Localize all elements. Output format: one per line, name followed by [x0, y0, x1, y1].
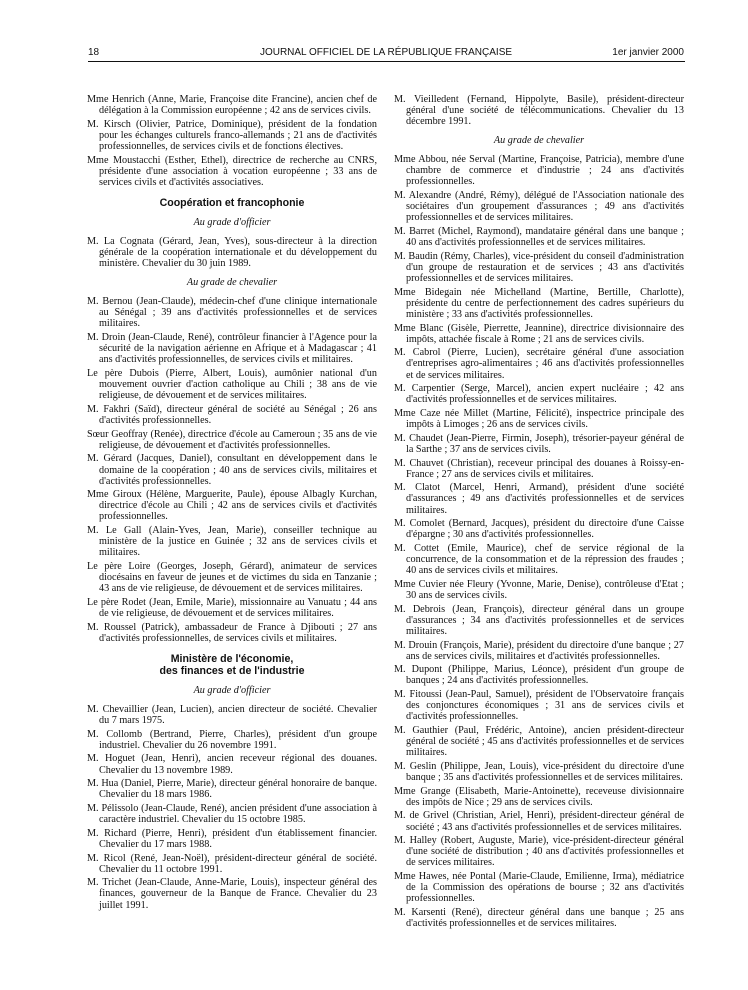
decoration-entry: M. Richard (Pierre, Henri), président d'un établissement financier. Chevalier du 17 mars 1988. [87, 827, 377, 850]
decoration-entry: M. Le Gall (Alain-Yves, Jean, Marie), conseiller technique au ministère de la justice en Guinée ; 32 ans de services civils et militaires. [87, 525, 377, 559]
decoration-entry: M. Hua (Daniel, Pierre, Marie), directeur général honoraire de banque. Chevalier du 18 mars 1986. [87, 778, 377, 801]
right-intro-list [394, 94, 684, 127]
decoration-entry: M. Karsenti (René), directeur général dans une banque ; 25 ans d'activités professionnelles et de services militaires. [394, 906, 684, 930]
decoration-entry: M. Comolet (Bernard, Jacques), président du directoire d'une Caisse d'épargne ; 30 ans d'activités professionnelles. [394, 518, 684, 541]
decoration-entry: M. Chauvet (Christian), receveur principal des douanes à Roissy-en-France ; 27 ans de services civils et militaires. [394, 457, 684, 480]
decoration-entry: M. Trichet (Jean-Claude, Anne-Marie, Louis), inspecteur général des finances, gouverneur de la Banque de France. Chevalier du 23 juillet 1991. [87, 877, 377, 911]
decoration-entry: M. La Cognata (Gérard, Jean, Yves), sous-directeur à la direction générale de la coopération internationale et du développement du ministère. Chevalier du 30 juin 1989. [87, 235, 377, 270]
eco-officier-list [87, 704, 377, 911]
decoration-entry: Le père Loire (Georges, Joseph, Gérard), animateur de services diocésains en faveur de jeunes et de victimes du sida en Tanzanie ; 43 ans de vie religieuse, de dévouement et de services militaires. [87, 561, 377, 595]
decoration-entry: M. Ricol (René, Jean-Noël), président-directeur général de société. Chevalier du 11 octobre 1991. [87, 852, 377, 875]
decoration-entry: M. Chevaillier (Jean, Lucien), ancien directeur de société. Chevalier du 7 mars 1975. [87, 703, 377, 726]
section-title-economie-line1: Ministère de l'économie, [170, 652, 294, 665]
coop-chevalier-list [87, 296, 377, 644]
decoration-entry: M. Alexandre (André, Rémy), délégué de l'Association nationale des sociétaires d'un groupement d'assurances ; 49 ans d'activités professionnelles et de services militaires. [394, 190, 684, 224]
left-intro-list [87, 94, 377, 188]
section-title-economie [87, 653, 377, 677]
decoration-entry: M. Bernou (Jean-Claude), médecin-chef d'une clinique internationale au Sénégal ; 39 ans d'activités professionnelles et de services militaires. [87, 296, 377, 330]
grade-heading-chevalier: Au grade de chevalier [186, 277, 278, 289]
issue-date: 1er janvier 2000 [612, 47, 684, 58]
decoration-entry: M. Kirsch (Olivier, Patrice, Dominique), président de la fondation pour les échanges culturels franco-allemands ; 21 ans de d'activités professionnelles, de services civils et de fonctions électives. [87, 118, 377, 152]
decoration-entry: M. Fitoussi (Jean-Paul, Samuel), président de l'Observatoire français des conjonctures économiques ; 31 ans de services civils et d'activités professionnelles. [394, 689, 684, 723]
decoration-entry: M. Debrois (Jean, François), directeur général dans un groupe d'assurances ; 34 ans d'activités professionnelles et de services militaires. [394, 603, 684, 637]
decoration-entry: Mme Blanc (Gisèle, Pierrette, Jeannine), directrice divisionnaire des impôts, attachée fiscale à Rome ; 21 ans de services civils. [394, 322, 684, 345]
decoration-entry: M. Halley (Robert, Auguste, Marie), vice-président-directeur général d'une société de distribution ; 40 ans d'activités professionnelles et de services militaires. [394, 835, 684, 869]
page-number: 18 [88, 47, 100, 58]
section-title-cooperation: Coopération et francophonie [159, 196, 305, 209]
header-rule [88, 61, 685, 62]
decoration-entry: M. Chaudet (Jean-Pierre, Firmin, Joseph), trésorier-payeur général de la Sarthe ; 37 ans de services civils. [394, 432, 684, 455]
decoration-entry: Le père Dubois (Pierre, Albert, Louis), aumônier national d'un mouvement ouvrier d'action catholique au Chili ; 38 ans de vie religieuse, de dévouement et de services militaires. [87, 367, 377, 402]
decoration-entry: M. de Grivel (Christian, Ariel, Henri), président-directeur général de société ; 43 ans d'activités professionnelles et de services militaires. [394, 810, 684, 833]
decoration-entry: M. Collomb (Bertrand, Pierre, Charles), président d'un groupe industriel. Chevalier du 26 novembre 1991. [87, 728, 377, 751]
decoration-entry: M. Roussel (Patrick), ambassadeur de France à Djibouti ; 27 ans d'activités professionnelles, de services civils et militaires. [87, 621, 377, 644]
decoration-entry: M. Pélissolo (Jean-Claude, René), ancien président d'une association à caractère industriel. Chevalier du 15 octobre 1985. [87, 803, 377, 826]
grade-heading-chevalier: Au grade de chevalier [493, 135, 585, 147]
decoration-entry: Mme Grange (Elisabeth, Marie-Antoinette), receveuse divisionnaire des impôts de Nice ; 29 ans de services civils. [394, 785, 684, 808]
decoration-entry: Mme Henrich (Anne, Marie, Françoise dite Francine), ancien chef de délégation à la Commission européenne ; 42 ans de services civils. [87, 94, 377, 117]
journal-title: JOURNAL OFFICIEL DE LA RÉPUBLIQUE FRANÇAISE [259, 47, 513, 58]
decoration-entry: Mme Bidegain née Michelland (Martine, Bertille, Charlotte), présidente du centre de perfectionnement des cadres supérieurs du ministère ; 33 ans d'activités professionnelles. [394, 286, 684, 320]
decoration-entry: M. Fakhri (Saïd), directeur général de société au Sénégal ; 26 ans d'activités professionnelles. [87, 403, 377, 426]
decoration-entry: M. Cabrol (Pierre, Lucien), secrétaire général d'une association d'entreprises agro-alimentaires ; 46 ans d'activités professionnelles et de services militaires. [394, 347, 684, 381]
decoration-entry: M. Geslin (Philippe, Jean, Louis), vice-président du directoire d'une banque ; 35 ans d'activités professionnelles et de services militaires. [394, 760, 684, 783]
decoration-entry: M. Droin (Jean-Claude, René), contrôleur financier à l'Agence pour la sécurité de la navigation aérienne en Afrique et à Madagascar ; 41 ans d'activités professionnelles, de services civils et militaires. [87, 332, 377, 366]
grade-heading-officier: Au grade d'officier [193, 684, 271, 696]
decoration-entry: M. Gérard (Jacques, Daniel), consultant en développement dans le domaine de la coopération ; 40 ans de services civils, militaires et d'activités professionnelles. [87, 453, 377, 487]
decoration-entry: M. Gauthier (Paul, Frédéric, Antoine), ancien président-directeur général de société ; 45 ans d'activités professionnelles et de services militaires. [394, 724, 684, 759]
decoration-entry: M. Cottet (Emile, Maurice), chef de service régional de la concurrence, de la consommation et de la répression des fraudes ; 40 ans de services civils et militaires. [394, 543, 684, 577]
decoration-entry: M. Vieilledent (Fernand, Hippolyte, Basile), président-directeur général d'une société de télécommunications. Chevalier du 13 décembre 1991. [394, 94, 684, 128]
decoration-entry: M. Baudin (Rémy, Charles), vice-président du conseil d'administration d'un groupe de restauration et de services ; 43 ans d'activités professionnelles et de services militaires. [394, 250, 684, 284]
decoration-entry: Mme Giroux (Hélène, Marguerite, Paule), épouse Albagly Kurchan, directrice d'école au Chili ; 42 ans de services civils et d'activités professionnelles. [87, 489, 377, 523]
decoration-entry: Le père Rodet (Jean, Emile, Marie), missionnaire au Vanuatu ; 44 ans de vie religieuse, de dévouement et de services militaires. [87, 596, 377, 619]
left-column [87, 94, 377, 913]
decoration-entry: Mme Cuvier née Fleury (Yvonne, Marie, Denise), contrôleuse d'Etat ; 30 ans de services civils. [394, 578, 684, 601]
decoration-entry: M. Hoguet (Jean, Henri), ancien receveur régional des douanes. Chevalier du 13 novembre 1989. [87, 753, 377, 776]
right-column [394, 94, 684, 932]
eco-chevalier-list [394, 154, 684, 929]
grade-heading-officier: Au grade d'officier [193, 216, 271, 228]
page-header [88, 45, 684, 61]
decoration-entry: Mme Caze née Millet (Martine, Félicité), inspectrice principale des impôts à Limoges ; 26 ans de services civils. [394, 408, 684, 431]
decoration-entry: Sœur Geoffray (Renée), directrice d'école au Cameroun ; 35 ans de vie religieuse, de dévouement et d'activités professionnelles. [87, 428, 377, 451]
decoration-entry: M. Carpentier (Serge, Marcel), ancien expert nucléaire ; 42 ans d'activités professionnelles et de services militaires. [394, 383, 684, 406]
decoration-entry: M. Clatot (Marcel, Henri, Armand), président d'une société d'assurances ; 49 ans d'activités professionnelles et de services militaires. [394, 482, 684, 516]
section-title-economie-line2: des finances et de l'industrie [159, 664, 305, 677]
coop-officier-list [87, 236, 377, 269]
decoration-entry: M. Barret (Michel, Raymond), mandataire général dans une banque ; 40 ans d'activités professionnelles et de services militaires. [394, 226, 684, 249]
decoration-entry: Mme Moustacchi (Esther, Ethel), directrice de recherche au CNRS, présidente d'une association à vocation européenne ; 33 ans de services civils et d'activités associatives. [87, 154, 377, 188]
decoration-entry: Mme Abbou, née Serval (Martine, Françoise, Patricia), membre d'une chambre de commerce et d'industrie ; 24 ans d'activités professionnelles. [394, 154, 684, 188]
decoration-entry: M. Drouin (François, Marie), président du directoire d'une banque ; 27 ans de services civils, militaires et d'activités professionnelles. [394, 639, 684, 662]
decoration-entry: M. Dupont (Philippe, Marius, Léonce), président d'un groupe de banques ; 24 ans d'activités professionnelles. [394, 664, 684, 687]
decoration-entry: Mme Hawes, née Pontal (Marie-Claude, Emilienne, Irma), médiatrice de la Commission des opérations de bourse ; 32 ans d'activités professionnelles. [394, 871, 684, 905]
